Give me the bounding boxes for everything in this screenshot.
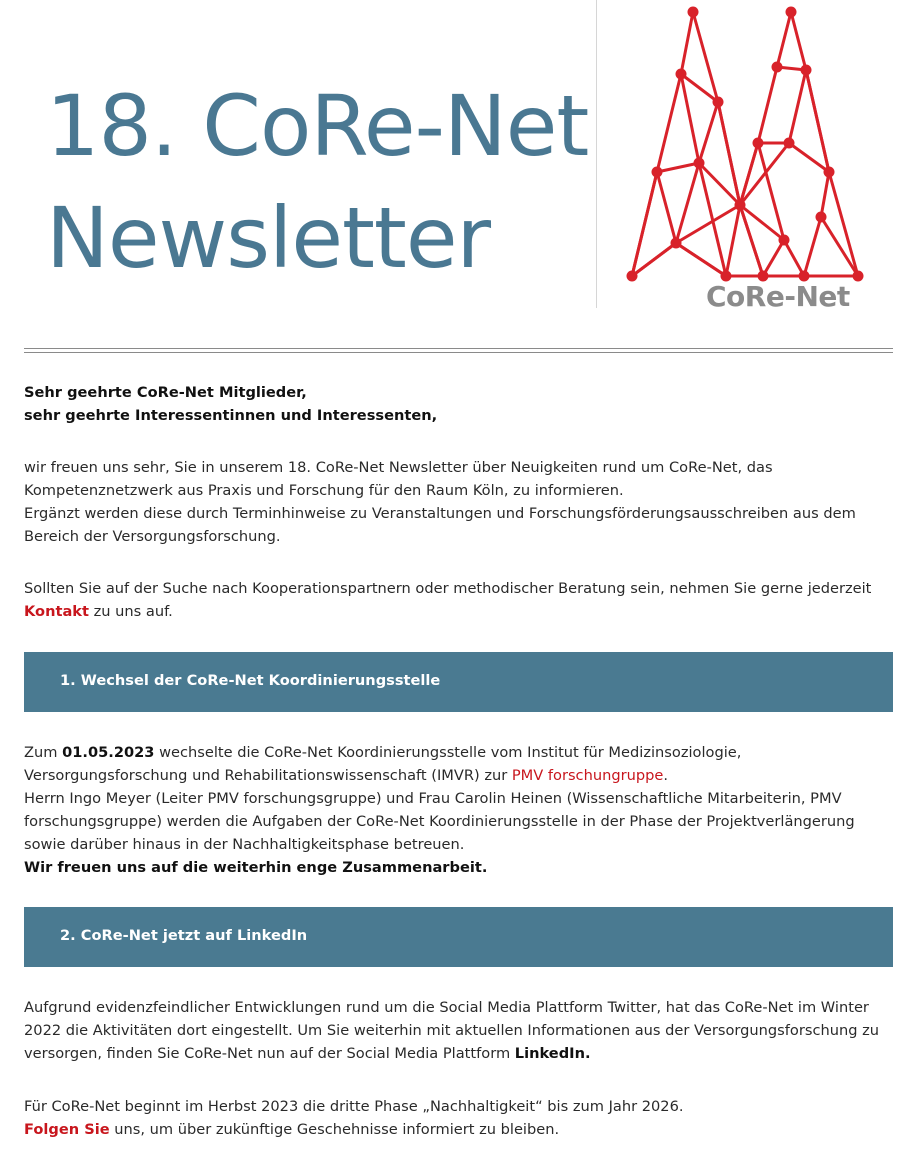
section-2-paragraph-2: Für CoRe-Net beginnt im Herbst 2023 die dritte Phase „Nachhaltigkeit“ bis zum Jahr 2026. <box>24 1098 684 1115</box>
section-2-body <box>24 996 893 1065</box>
section-1-text-end: . <box>663 767 668 784</box>
linkedin-label: LinkedIn. <box>514 1045 591 1062</box>
header-rule-bottom <box>24 352 893 353</box>
header-divider <box>596 0 597 308</box>
greeting <box>24 381 893 427</box>
section-1-body <box>24 741 893 879</box>
section-1-paragraph-1 <box>24 741 893 787</box>
core-net-logo-icon <box>620 0 880 320</box>
title-line-1: 18. CoRe-Net <box>46 77 589 175</box>
section-2-paragraph-3 <box>24 1118 893 1141</box>
section-2-heading: 2. CoRe-Net jetzt auf LinkedIn <box>60 927 308 944</box>
newsletter-title <box>46 70 588 294</box>
logo-wordmark: CoRe-Net <box>706 280 850 313</box>
intro-paragraph-1 <box>24 456 893 548</box>
intro-text-a: wir freuen uns sehr, Sie in unserem 18. CoRe-Net Newsletter über Neuigkeiten rund um CoRe-Net, das Kompetenznetzwerk aus Praxis und Forschung für den Raum Köln, zu informieren. <box>24 459 773 499</box>
section-1-header <box>24 652 893 712</box>
section-2-text-a: Aufgrund evidenzfeindlicher Entwicklungen rund um die Social Media Plattform Twitter, hat das CoRe-Net im Winter 2022 die Aktivitäten dort eingestellt. Um Sie weiterhin mit aktuellen Informationen aus der Versorgungsforschung zu versorgen, finden Sie CoRe-Net nun auf der Social Media Plattform <box>24 999 880 1062</box>
header-rule-top <box>24 348 893 349</box>
contact-link[interactable]: Kontakt <box>24 603 89 620</box>
section-1-heading: 1. Wechsel der CoRe-Net Koordinierungsstelle <box>60 672 441 689</box>
greeting-line-2: sehr geehrte Interessentinnen und Interessenten, <box>24 407 438 424</box>
section-2-paragraph-1 <box>24 996 893 1065</box>
contact-text <box>24 577 893 623</box>
intro-paragraph-2 <box>24 577 893 623</box>
section-1-paragraph-2: Herrn Ingo Meyer (Leiter PMV forschungsgruppe) und Frau Carolin Heinen (Wissenschaftliche Mitarbeiterin, PMV forschungsgruppe) werden die Aufgaben der CoRe-Net Koordinierungsstelle in der Phase der Projektverlängerung sowie darüber hinaus in der Nachhaltigkeitsphase betreuen. <box>24 790 855 853</box>
section-1-text-a: Zum <box>24 744 63 761</box>
pmv-link[interactable]: PMV forschungruppe <box>511 767 664 784</box>
section-2-footer <box>24 1095 893 1141</box>
follow-text: uns, um über zukünftige Geschehnisse informiert zu bleiben. <box>109 1121 560 1138</box>
contact-text-before: Sollten Sie auf der Suche nach Kooperationspartnern oder methodischer Beratung sein, nehmen Sie gerne jederzeit <box>24 580 872 597</box>
title-line-2: Newsletter <box>46 189 491 287</box>
intro-text-b: Ergänzt werden diese durch Terminhinweise zu Veranstaltungen und Forschungsförderungsausschreiben aus dem Bereich der Versorgungsforschung. <box>24 505 856 545</box>
greeting-line-1: Sehr geehrte CoRe-Net Mitglieder, <box>24 384 307 401</box>
contact-text-after: zu uns auf. <box>88 603 173 620</box>
newsletter-header <box>0 0 915 340</box>
section-1-text-b: wechselte die CoRe-Net Koordinierungsstelle vom Institut für Medizinsoziologie, Versorgungsforschung und Rehabilitationswissenschaft (IMVR) zur <box>24 744 742 784</box>
section-1-date: 01.05.2023 <box>62 744 155 761</box>
follow-link[interactable]: Folgen Sie <box>24 1121 110 1138</box>
section-1-closing: Wir freuen uns auf die weiterhin enge Zusammenarbeit. <box>24 859 488 876</box>
section-2-header <box>24 907 893 967</box>
